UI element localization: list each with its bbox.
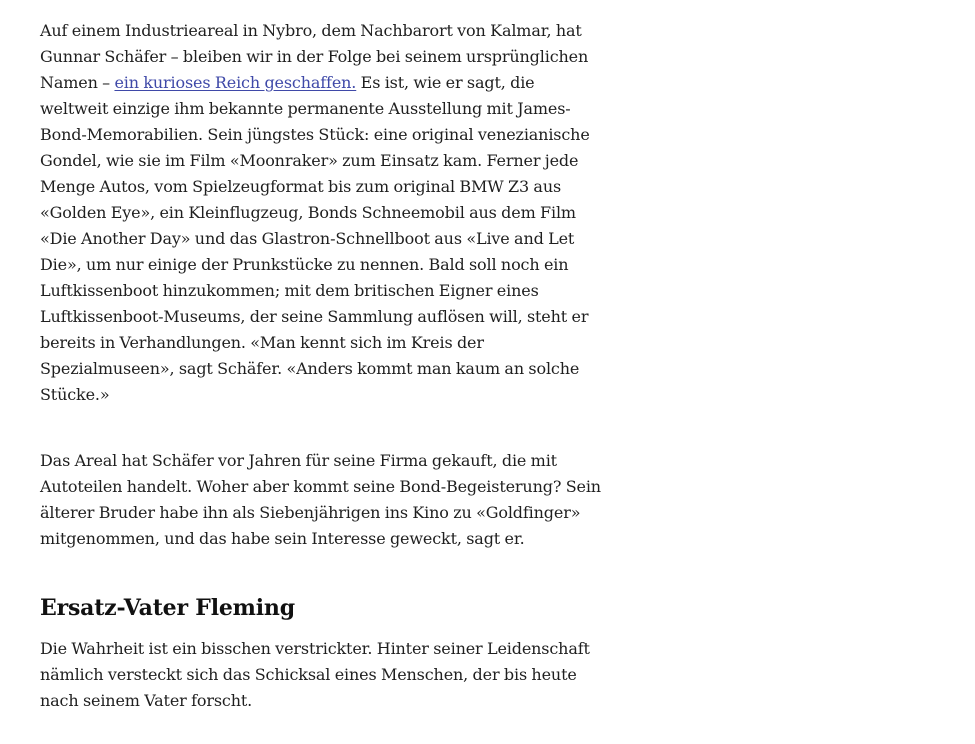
- paragraph-areal: Das Areal hat Schäfer vor Jahren für seine Firma gekauft, die mit Autoteilen handelt. Woher aber kommt seine Bond-Begeisterung? Sein älterer Bruder habe ihn als Siebenjährigen ins Kino zu «Goldfinger» mitgenommen, und das habe sein Interesse geweckt, sagt er.: [40, 451, 601, 548]
- inline-link-kurioses-reich[interactable]: ein kurioses Reich geschaffen.: [114, 73, 357, 92]
- paragraph-intro-text-start: Auf einem Industrieareal in Nybro, dem Nachbarort von Kalmar, hat Gunnar Schäfer – bleiben wir in der Folge bei seinem ursprünglichen Namen –: [40, 21, 589, 92]
- paragraph-wahrheit: Die Wahrheit ist ein bisschen verstrickter. Hinter seiner Leidenschaft nämlich versteckt sich das Schicksal eines Menschen, der bis heute nach seinem Vater forscht.: [40, 639, 590, 710]
- section-heading: Ersatz-Vater Fleming: [40, 595, 295, 621]
- paragraph-intro: [40, 18, 605, 408]
- paragraph-intro-text-end: Es ist, wie er sagt, die weltweit einzige ihm bekannte permanente Ausstellung mit James-Bond-Memorabilien. Sein jüngstes Stück: eine original venezianische Gondel, wie sie im Film «Moonraker» zum Einsatz kam. Ferner jede Menge Autos, vom Spielzeugformat bis zum original BMW Z3 aus «Golden Eye», ein Kleinflugzeug, Bonds Schneemobil aus dem Film «Die Another Day» und das Glastron-Schnellboot aus «Live and Let Die», um nur einige der Prunkstücke zu nennen. Bald soll noch ein Luftkissenboot hinzukommen; mit dem britischen Eigner eines Luftkissenboot-Museums, der seine Sammlung auflösen will, steht er bereits in Verhandlungen. «Man kennt sich im Kreis der Spezialmuseen», sagt Schäfer. «Anders kommt man kaum an solche Stücke.»: [40, 73, 590, 404]
- article-body: [40, 18, 605, 714]
